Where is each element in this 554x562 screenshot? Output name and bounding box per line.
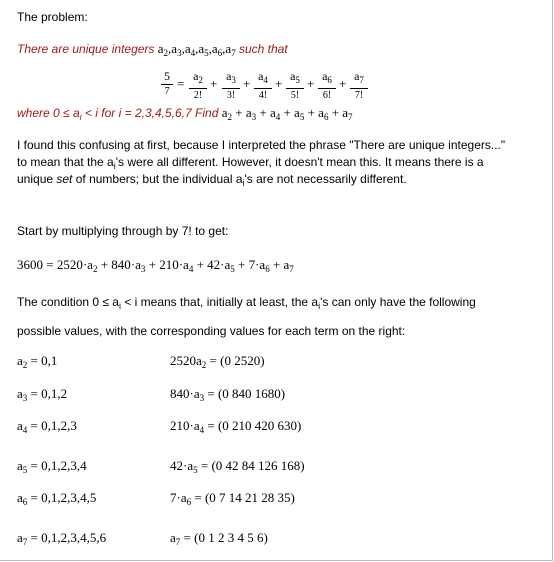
row-a4-values: $a_4 = 0,1,2,3$ (17, 418, 77, 435)
term-a3: $a_3$ 3! (222, 69, 240, 102)
row-a4-terms: $210\cdot a_4 = (0$ 210 420 630) (170, 418, 302, 435)
plus-sign: + (307, 76, 315, 91)
lhs-fraction: 5 7 (161, 69, 173, 98)
term-a4: $a_4$ 4! (254, 69, 272, 102)
row-a3-terms: $840\cdot a_3 = (0$ 840 1680) (170, 386, 286, 403)
where-line: where $0 \le a_i < i$ for i = 2,3,4,5,6,7 Find $a_2 + a_3 + a_4 + a_5 + a_6 + a_7$ (17, 105, 353, 122)
row-a6-terms: $7\cdot a_6 = (0$ 7 14 21 28 35) (170, 490, 295, 507)
variable-list: $a_2,a_3,a_4,a_5,a_6,a_7$ (157, 41, 236, 58)
such-that: such that (238, 42, 288, 56)
para1-line3: unique set of numbers; but the individual $a_i's$ are not necessarily different. (17, 172, 407, 188)
row-a2-values: $a_2 = 0,1$ (17, 353, 58, 370)
main-equation: $3600 = 2520\cdot a_2 + 840\cdot a_3 + 210\cdot a_4 + 42\cdot a_5 + 7\cdot a_6 + a_7$ (17, 257, 294, 274)
condition-line2: possible values, with the corresponding values for each term on the right: (17, 324, 406, 338)
condition-line1: The condition $0 \le a_i < i$ means that, initially at least, the $a_i's$ can only have the following (17, 295, 476, 311)
heading: The problem: (17, 10, 88, 24)
row-a3-values: $a_3 = 0,1,2$ (17, 386, 68, 403)
row-a7-values: $a_7 = 0,1,2,3,4,5,6$ (17, 530, 107, 547)
plus-sign: + (275, 76, 283, 91)
problem-intro: There are unique integers (17, 42, 155, 56)
term-a7: $a_7$ 7! (350, 69, 368, 102)
row-a6-values: $a_6 = 0,1,2,3,4,5$ (17, 490, 97, 507)
problem-statement (17, 42, 288, 60)
row-a5-terms: $42\cdot a_5 = (0$ 42 84 126 168) (170, 458, 305, 475)
start-line: Start by multiplying through by 7! to get: (17, 224, 229, 238)
term-a2: $a_2$ 2! (189, 69, 207, 102)
find-expression: $a_2 + a_3 + a_4 + a_5 + a_6 + a_7$ (221, 105, 353, 122)
row-a7-terms: $a_7 = (0$ 1 2 3 4 5 6) (170, 530, 268, 547)
term-a6: $a_6$ 6! (318, 69, 336, 102)
plus-sign: + (339, 76, 347, 91)
term-a5: $a_5$ 5! (286, 69, 304, 102)
para1-line1: I found this confusing at first, because I interpreted the phrase "There are unique integers..." (17, 138, 506, 152)
para1-line2: to mean that the $a_i's$ were all different. However, it doesn't mean this. It means there is a (17, 155, 484, 171)
row-a2-terms: $2520a_2 = (0$ 2520) (170, 353, 265, 370)
equals-sign: = (177, 76, 185, 91)
plus-sign: + (210, 76, 218, 91)
plus-sign: + (243, 76, 251, 91)
row-a5-values: $a_5 = 0,1,2,3,4$ (17, 458, 87, 475)
